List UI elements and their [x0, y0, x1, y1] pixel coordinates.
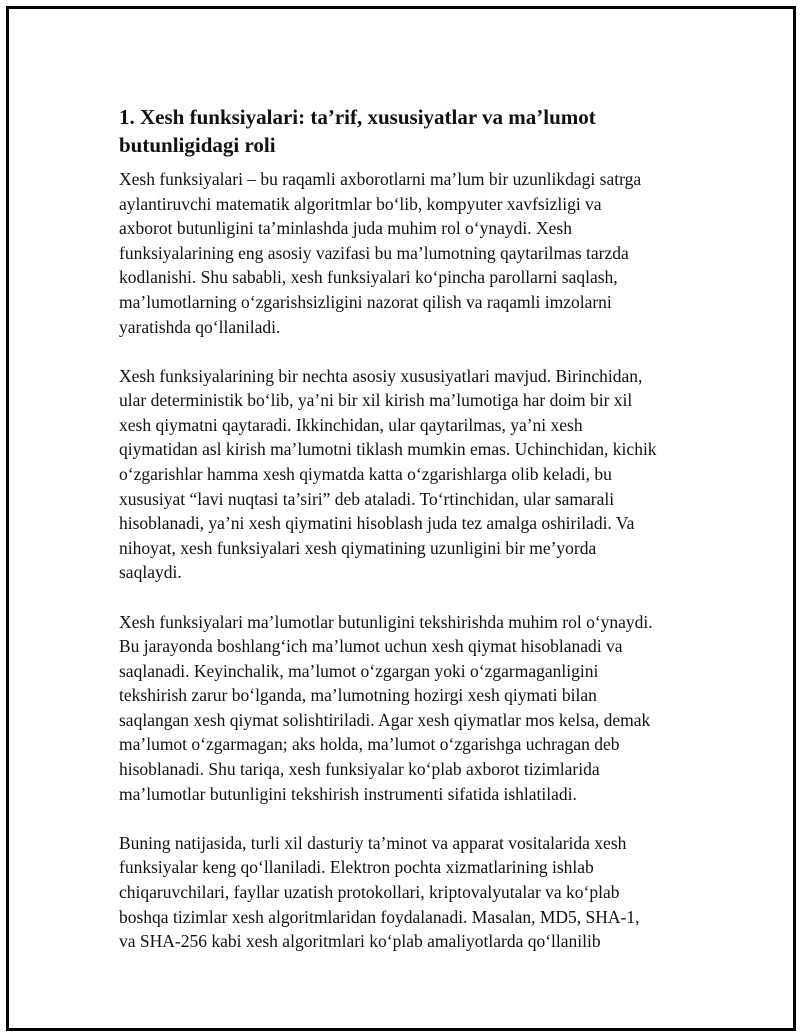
paragraph-line: tekshirish zarur bo‘lganda, ma’lumotning hozirgi xesh qiymati bilan — [119, 685, 597, 706]
paragraph-line: funksiyalarining eng asosiy vazifasi bu ma’lumotning qaytarilmas tarzda — [119, 242, 629, 263]
paragraph-line: Bu jarayonda boshlang‘ich ma’lumot uchun xesh qiymat hisoblanadi va — [119, 636, 623, 657]
paragraph-line: ma’lumotlarning o‘zgarishsizligini nazorat qilish va raqamli imzolarni — [119, 291, 612, 312]
paragraph-line: nihoyat, xesh funksiyalari xesh qiymatining uzunligini bir me’yorda — [119, 537, 597, 558]
paragraph-line: Xesh funksiyalarining bir nechta asosiy xususiyatlari mavjud. Birinchidan, — [119, 365, 643, 386]
paragraph-line: funksiyalar keng qo‘llaniladi. Elektron pochta xizmatlarining ishlab — [119, 857, 594, 878]
paragraph-line: Xesh funksiyalari ma’lumotlar butunligini tekshirishda muhim rol o‘ynaydi. — [119, 611, 653, 632]
body-paragraph — [119, 167, 699, 339]
paragraph-line: xususiyat “lavi nuqtasi ta’siri” deb ataladi. To‘rtinchidan, ular samarali — [119, 488, 615, 509]
paragraph-line: saqlangan xesh qiymat solishtiriladi. Agar xesh qiymatlar mos kelsa, demak — [119, 709, 651, 730]
paragraph-line: Buning natijasida, turli xil dasturiy ta’minot va apparat vositalarida xesh — [119, 832, 627, 853]
paragraph-line: ular deterministik bo‘lib, ya’ni bir xil kirish ma’lumotiga har doim bir xil — [119, 390, 633, 411]
heading-line: butunligidagi roli — [119, 133, 276, 157]
paragraph-line: chiqaruvchilari, fayllar uzatish protokollari, kriptovalyutalar va ko‘plab — [119, 881, 620, 902]
section-heading — [119, 103, 699, 159]
paragraph-line: axborot butunligini ta’minlashda juda muhim rol o‘ynaydi. Xesh — [119, 218, 572, 239]
paragraph-line: hisoblanadi. Shu tariqa, xesh funksiyalar ko‘plab axborot tizimlarida — [119, 759, 600, 780]
paragraph-line: va SHA-256 kabi xesh algoritmlari ko‘plab amaliyotlarda qo‘llanilib — [119, 931, 601, 952]
body-paragraph — [119, 610, 699, 807]
heading-line: 1. Xesh funksiyalari: ta’rif, xususiyatlar va ma’lumot — [119, 105, 596, 129]
paragraph-line: ma’lumot o‘zgarmagan; aks holda, ma’lumot o‘zgarishga uchragan deb — [119, 734, 620, 755]
paragraph-line: yaratishda qo‘llaniladi. — [119, 316, 281, 337]
body-paragraph — [119, 831, 699, 954]
paragraph-line: Xesh funksiyalari – bu raqamli axborotlarni ma’lum bir uzunlikdagi satrga — [119, 169, 642, 189]
document-content — [119, 103, 699, 978]
paragraph-line: aylantiruvchi matematik algoritmlar bo‘lib, kompyuter xavfsizligi va — [119, 193, 602, 214]
page-frame — [6, 6, 796, 1031]
body-paragraph — [119, 364, 699, 585]
paragraph-line: kodlanishi. Shu sababli, xesh funksiyalari ko‘pincha parollarni saqlash, — [119, 267, 618, 288]
paragraph-line: saqlaydi. — [119, 562, 182, 583]
paragraph-line: qiymatidan asl kirish ma’lumotni tiklash mumkin emas. Uchinchidan, kichik — [119, 439, 657, 460]
paragraph-line: boshqa tizimlar xesh algoritmlaridan foydalanadi. Masalan, MD5, SHA-1, — [119, 906, 640, 927]
paragraph-line: saqlanadi. Keyinchalik, ma’lumot o‘zgargan yoki o‘zgarmaganligini — [119, 660, 599, 681]
paragraph-line: xesh qiymatni qaytaradi. Ikkinchidan, ular qaytarilmas, ya’ni xesh — [119, 414, 583, 435]
paragraphs-container — [119, 167, 699, 954]
paragraph-line: ma’lumotlar butunligini tekshirish instrumenti sifatida ishlatiladi. — [119, 783, 577, 804]
paragraph-line: o‘zgarishlar hamma xesh qiymatda katta o‘zgarishlarga olib keladi, bu — [119, 464, 612, 485]
paragraph-line: hisoblanadi, ya’ni xesh qiymatini hisoblash juda tez amalga oshiriladi. Va — [119, 513, 635, 534]
